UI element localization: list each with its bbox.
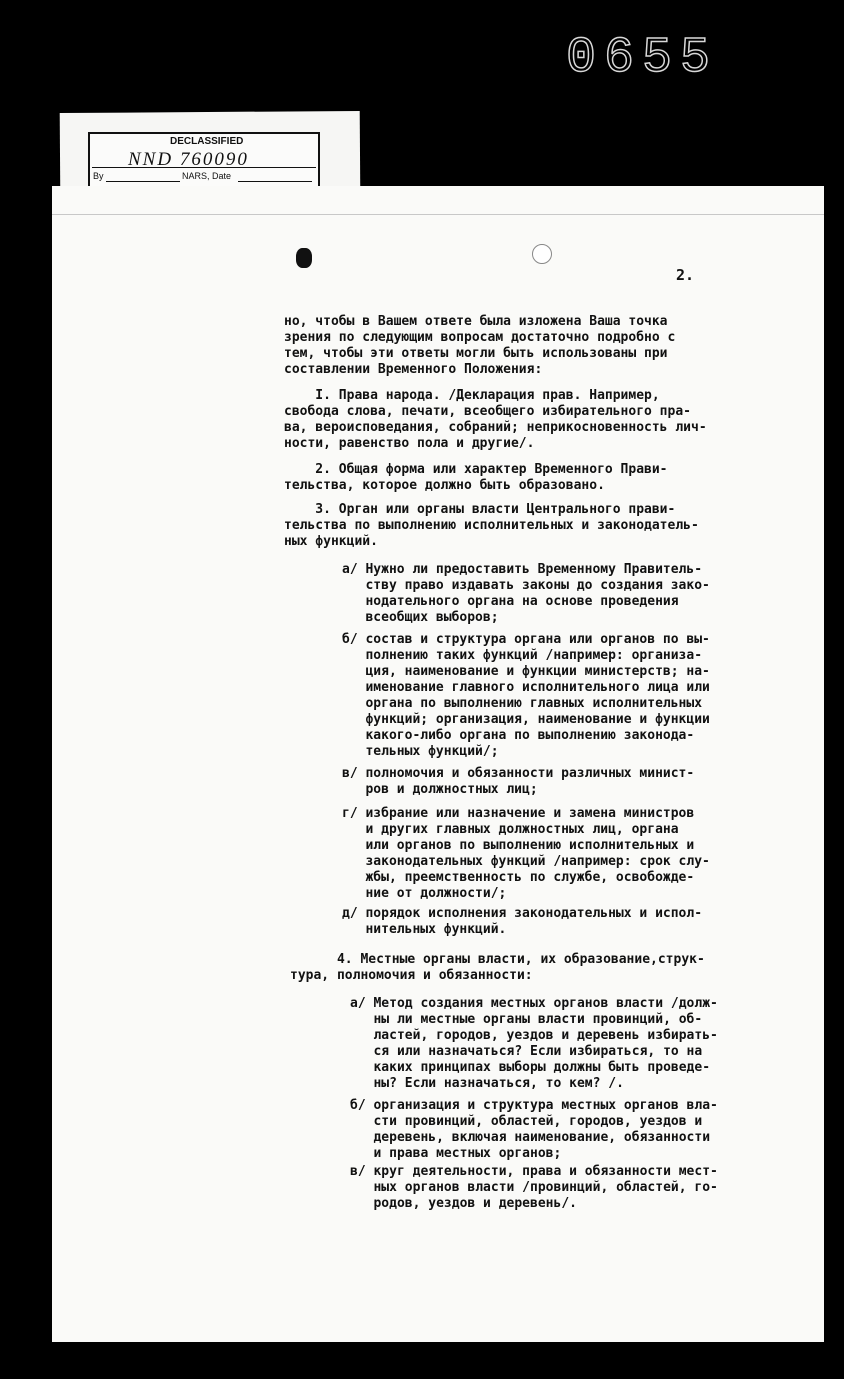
paragraph-2: 2. Общая форма или характер Временного Прави- тельства, которое должно быть образовано. (284, 462, 668, 493)
paragraph-3v: в/ полномочия и обязанности различных минист- ров и должностных лиц; (342, 766, 695, 797)
paragraph-3d: д/ порядок исполнения законодательных и испол- нительных функций. (342, 906, 703, 937)
paragraph-intro: но, чтобы в Вашем ответе была изложена Ваша точка зрения по следующим вопросам достаточно подробно с тем, чтобы эти ответы могли быть использованы при составлении Временного Положения: (284, 314, 676, 377)
stamp-by-line (106, 181, 180, 182)
paragraph-4: 4. Местные органы власти, их образование,струк- тура, полномочия и обязанности: (290, 952, 705, 983)
page-fold-line (52, 214, 824, 215)
page-number: 2. (676, 266, 695, 284)
stamp-nars-label: NARS, Date (182, 171, 232, 181)
declassified-stamp (88, 132, 320, 190)
paragraph-1: I. Права народа. /Декларация прав. Например, свобода слова, печати, всеобщего избирательного пра- ва, вероисповедания, собраний; неприкосновенность лич- ности, равенство пола и другие/. (284, 388, 707, 451)
paragraph-3b: б/ состав и структура органа или органов по вы- полнению таких функций /например: организа- ция, наименование и функции министерств; на- именование главного исполнительного лица или органа по выполнению главных исполнительных функций; организация, наименование и функции какого-либо органа по выполнению законода- тельных функций/; (342, 632, 710, 759)
paragraph-4v: в/ круг деятельности, права и обязанности мест- ных органов власти /провинций, областей, го- родов, уездов и деревень/. (350, 1164, 718, 1211)
stamp-date-line (238, 181, 312, 182)
ink-blot (296, 248, 312, 268)
paragraph-3g: г/ избрание или назначение и замена министров и других главных должностных лиц, органа или органов по выполнению исполнительных и законодательных функций /например: срок слу- жбы, преемственность по службе, освобожде- ние от должности/; (342, 806, 710, 901)
frame-number: 0655 (566, 30, 719, 87)
paragraph-4b: б/ организация и структура местных органов вла- сти провинций, областей, городов, уездов и деревень, включая наименование, обязанности и права местных органов; (350, 1098, 718, 1161)
paragraph-4a: а/ Метод создания местных органов власти /долж- ны ли местные органы власти провинций, об- ластей, городов, уездов и деревень избирать- ся или назначаться? Если избираться, то на каких принципах выборы должны быть проведе- ны? Если назначаться, то кем? /. (350, 996, 718, 1091)
paragraph-3a: а/ Нужно ли предоставить Временному Правитель- ству право издавать законы до создания зако- нодательного органа на основе проведения всеобщих выборов; (342, 562, 710, 625)
stamp-title: DECLASSIFIED (170, 136, 244, 147)
stamp-by-label: By (93, 171, 104, 181)
paragraph-3: 3. Орган или органы власти Центрального прави- тельства по выполнению исполнительных и законодатель- ных функций. (284, 502, 699, 549)
stamp-divider (92, 167, 316, 168)
stamp-authority: NND 760090 (128, 149, 249, 170)
punch-hole (532, 244, 552, 264)
